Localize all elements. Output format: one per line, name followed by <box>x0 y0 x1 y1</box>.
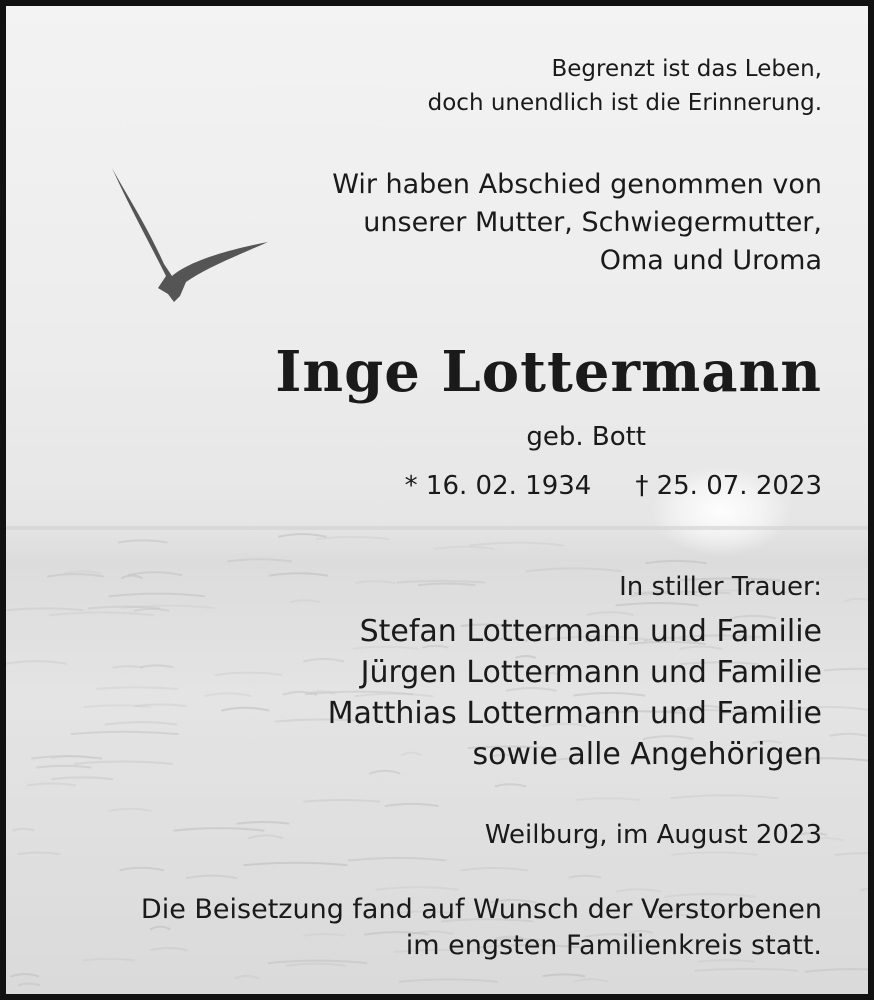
wave-stroke <box>278 534 326 537</box>
wave-stroke <box>418 584 475 586</box>
wave-stroke <box>645 561 706 563</box>
wave-stroke <box>186 876 237 879</box>
wave-stroke <box>569 876 601 878</box>
wave-stroke <box>844 599 868 602</box>
quote-line-2: doch unendlich ist die Erinnerung. <box>427 90 822 116</box>
wave-stroke <box>47 574 104 577</box>
wave-stroke <box>835 853 868 855</box>
wave-stroke <box>469 543 564 546</box>
mourner-family: Stefan Lottermann und Familie <box>359 614 822 649</box>
wave-stroke <box>121 576 142 579</box>
farewell-intro <box>332 166 822 280</box>
wave-stroke <box>109 594 205 597</box>
wave-stroke <box>173 828 264 831</box>
wave-stroke <box>134 704 186 706</box>
life-dates <box>405 466 822 506</box>
wave-stroke <box>31 756 102 759</box>
wave-stroke <box>290 600 320 602</box>
mourners-list <box>328 611 822 775</box>
mourner-family: Matthias Lottermann und Familie <box>327 696 822 731</box>
wave-stroke <box>397 581 485 583</box>
quote-line-1: Begrenzt ist das Leben, <box>551 56 822 82</box>
wave-stroke <box>574 979 608 982</box>
wave-stroke <box>128 572 182 575</box>
wave-stroke <box>316 537 389 539</box>
quote <box>428 52 822 120</box>
intro-line-2: unserer Mutter, Schwiegermutter, <box>363 207 822 238</box>
wave-stroke <box>830 734 867 736</box>
intro-line-3: Oma und Uroma <box>599 245 822 276</box>
burial-line-2: im engsten Familienkreis statt. <box>405 930 822 961</box>
wave-stroke <box>118 540 167 542</box>
wave-stroke <box>215 673 282 675</box>
burial-note <box>141 892 822 964</box>
wave-stroke <box>303 800 380 802</box>
wave-stroke <box>237 822 289 824</box>
wave-stroke <box>65 571 102 573</box>
wave-stroke <box>805 969 868 972</box>
wave-stroke <box>113 666 144 668</box>
wave-stroke <box>36 766 91 768</box>
wave-stroke <box>355 581 395 583</box>
wave-stroke <box>399 979 498 981</box>
wave-stroke <box>120 868 164 871</box>
death-date: † 25. 07. 2023 <box>635 471 822 501</box>
birth-date: * 16. 02. 1934 <box>404 471 592 501</box>
wave-stroke <box>543 974 585 976</box>
maiden-name: geb. Bott <box>526 422 646 452</box>
wave-stroke <box>227 559 292 561</box>
seagull-icon <box>106 164 276 314</box>
wave-stroke <box>27 784 76 786</box>
wave-stroke <box>205 693 252 696</box>
wave-stroke <box>269 573 328 576</box>
wave-stroke <box>348 858 447 861</box>
wave-stroke <box>694 969 798 971</box>
wave-stroke <box>140 665 173 667</box>
wave-stroke <box>461 868 528 870</box>
wave-stroke <box>109 809 152 811</box>
deceased-name: Inge Lottermann <box>275 339 822 405</box>
wave-stroke <box>96 687 178 689</box>
wave-stroke <box>105 722 177 724</box>
wave-stroke <box>671 795 778 798</box>
wave-stroke <box>526 568 622 571</box>
wave-stroke <box>244 863 348 865</box>
wave-stroke <box>18 853 60 855</box>
wave-stroke <box>13 829 35 831</box>
mourner-relatives: sowie alle Angehörigen <box>472 737 822 772</box>
wave-stroke <box>74 761 173 763</box>
place-date: Weilburg, im August 2023 <box>484 820 822 850</box>
wave-stroke <box>824 669 868 671</box>
wave-stroke <box>376 887 459 890</box>
wave-stroke <box>234 976 259 979</box>
wave-stroke <box>51 777 113 779</box>
wave-stroke <box>134 609 169 611</box>
wave-stroke <box>83 959 135 961</box>
wave-stroke <box>221 708 269 711</box>
wave-stroke <box>7 608 83 610</box>
mourners-heading: In stiller Trauer: <box>619 572 822 602</box>
wave-stroke <box>495 784 526 786</box>
wave-stroke <box>10 974 39 976</box>
burial-line-1: Die Beisetzung fand auf Wunsch der Verstorbenen <box>140 894 822 925</box>
wave-stroke <box>576 798 640 800</box>
wave-stroke <box>385 804 439 806</box>
wave-stroke <box>248 835 283 838</box>
wave-stroke <box>860 888 868 890</box>
intro-line-1: Wir haben Abschied genommen von <box>332 169 822 200</box>
wave-stroke <box>121 606 214 609</box>
wave-stroke <box>434 547 494 549</box>
wave-stroke <box>6 661 67 664</box>
wave-stroke <box>18 984 40 986</box>
mourner-family: Jürgen Lottermann und Familie <box>360 655 822 690</box>
wave-stroke <box>71 732 179 734</box>
wave-stroke <box>49 612 154 615</box>
